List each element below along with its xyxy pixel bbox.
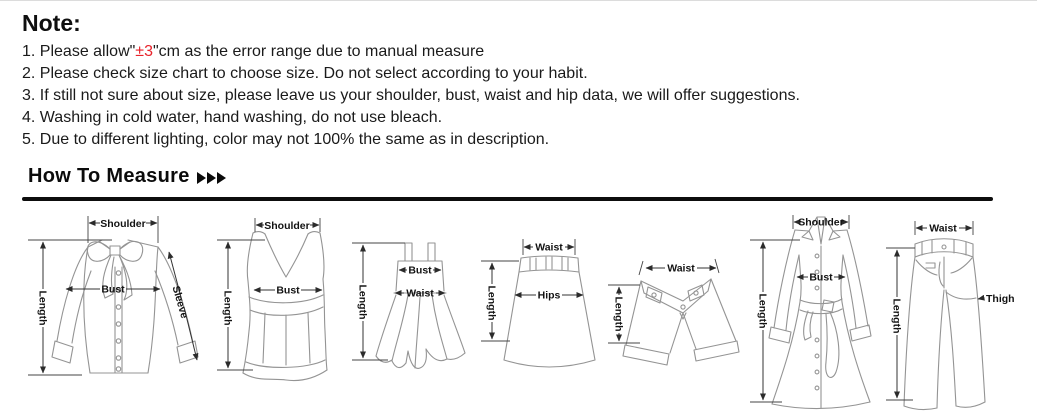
pants-drawing [904,239,985,410]
dress-length-label: Length [356,284,369,320]
skirt-waist-label: Waist [535,241,563,254]
shorts-length-label: Length [612,296,625,332]
blouse-bust-label: Bust [101,283,125,296]
note-line-1-post: "cm as the error range due to manual measure [152,43,485,60]
pants-waist-label: Waist [929,222,957,235]
dress-waist-label: Waist [406,287,434,300]
coat-measures [750,215,849,402]
diagram-coat [742,210,892,415]
dress-bust-label: Bust [408,264,432,277]
tank-top-drawing [243,232,327,381]
skirt-hips-label: Hips [537,289,561,302]
note-line-5: 5. Due to different lighting, color may not 100% the same as in description. [22,131,550,148]
dress-drawing [376,243,465,368]
skirt-length-label: Length [485,285,498,321]
diagram-blouse [20,213,210,415]
coat-bust-label: Bust [809,271,833,284]
skirt-measures [481,239,583,341]
tank-shoulder-label: Shoulder [264,220,310,232]
skirt-drawing [504,256,595,367]
pants-thigh-label: Thigh [986,293,1015,305]
note-line-2: 2. Please check size chart to choose size. Do not select according to your habit. [22,65,588,82]
tank-bust-label: Bust [276,284,300,297]
tank-length-label: Length [221,290,234,326]
diagram-pants [882,210,1032,415]
diagram-skirt [478,213,605,413]
blouse-sleeve-label: Sleeve [169,284,191,320]
coat-shoulder-label: Shoulder [798,216,844,229]
note-title: Note: [22,10,81,36]
how-to-measure-title: How To Measure [28,165,190,187]
diagram-dress [348,213,480,413]
diagram-shorts [606,213,740,413]
pants-length-label: Length [890,298,903,334]
note-line-4: 4. Washing in cold water, hand washing, do not use bleach. [22,109,443,126]
note-line-1-pre: 1. Please allow" [22,43,136,60]
blouse-shoulder-label: Shoulder [100,218,146,230]
shorts-waist-label: Waist [667,262,695,275]
note-line-3: 3. If still not sure about size, please leave us your shoulder, bust, waist and hip data, we will offer suggestions. [22,87,800,104]
tank-top-measures [217,218,322,370]
shorts-drawing [623,279,739,365]
blouse-length-label: Length [36,290,49,326]
coat-length-label: Length [756,293,769,329]
error-range-highlight: ±3 [135,43,153,60]
diagram-tank-top [213,213,355,413]
coat-drawing [769,217,871,409]
shorts-measures [608,259,719,343]
